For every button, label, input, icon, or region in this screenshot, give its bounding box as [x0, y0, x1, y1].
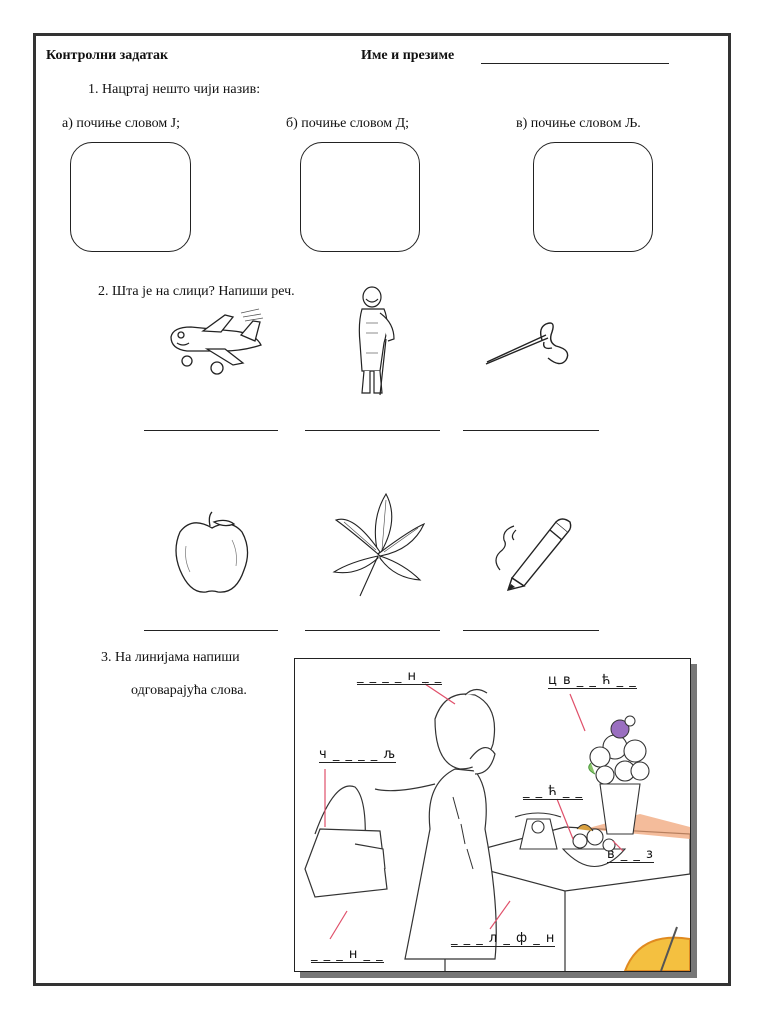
label-coat[interactable]: _ _ _ н _ _: [311, 947, 384, 962]
label-vase[interactable]: в _ _ з: [607, 847, 654, 862]
label-flowers[interactable]: ц в _ _ ћ _ _: [548, 673, 637, 688]
answer-line-5[interactable]: [305, 630, 440, 631]
name-label: Име и презиме: [361, 48, 455, 63]
task2-prompt: 2. Шта је на слици? Напиши реч.: [98, 284, 295, 299]
needle-thread-icon: [482, 318, 577, 370]
name-line[interactable]: [481, 63, 669, 64]
task3-prompt-line2: одговарајућа слова.: [131, 683, 247, 698]
task1-option-c: в) почиње словом Љ.: [516, 116, 641, 131]
chestnut-leaf-icon: [330, 490, 426, 600]
answer-line-4[interactable]: [144, 630, 278, 631]
task1-option-a: а) почиње словом Ј;: [62, 116, 181, 131]
pencil-icon: [492, 512, 574, 592]
answer-line-1[interactable]: [144, 430, 278, 431]
label-bag[interactable]: ч _ _ _ _ љ: [319, 747, 397, 762]
answer-line-6[interactable]: [463, 630, 599, 631]
worksheet-title: Контролни задатак: [46, 48, 169, 63]
answer-line-3[interactable]: [463, 430, 599, 431]
answer-line-2[interactable]: [305, 430, 440, 431]
old-man-icon: [350, 283, 405, 400]
girl-telephone-scene-icon: [295, 659, 690, 971]
task1-option-b: б) почиње словом Д;: [286, 116, 410, 131]
task1-prompt: 1. Нацртај нешто чији назив:: [88, 82, 261, 97]
apple-icon: [172, 510, 252, 598]
drawing-box-a[interactable]: [70, 142, 191, 252]
drawing-box-c[interactable]: [533, 142, 653, 252]
label-phone[interactable]: _ _ _ л _ ф _ н: [451, 931, 556, 946]
scene-picture: [294, 658, 691, 972]
drawing-box-b[interactable]: [300, 142, 420, 252]
airplane-icon: [163, 305, 268, 380]
task3-prompt-line1: 3. На линијама напиши: [101, 650, 240, 665]
label-fruit[interactable]: _ _ ћ _ _: [523, 784, 584, 799]
label-hair[interactable]: _ _ _ _ н _ _: [357, 669, 443, 684]
